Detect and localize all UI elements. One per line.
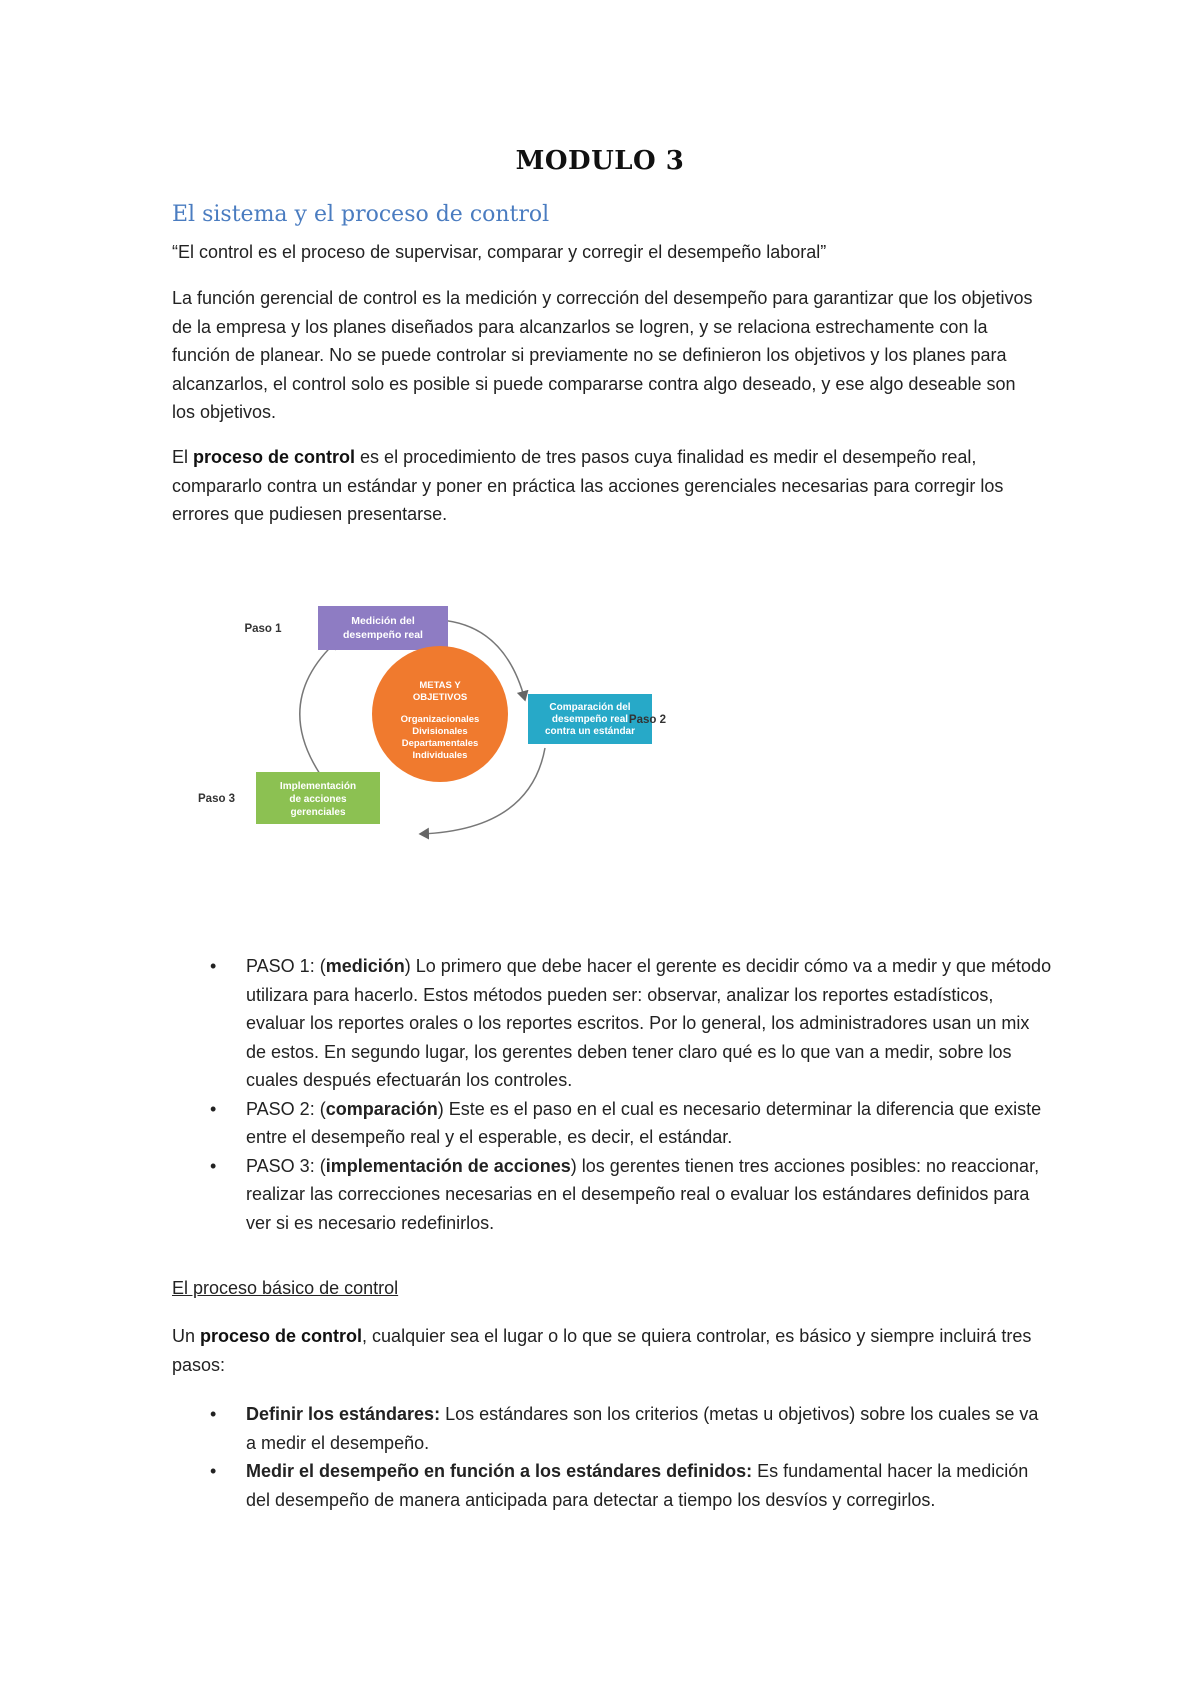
list-item: • PASO 3: (implementación de acciones) los gerentes tienen tres acciones posibles: no reaccionar, realizar las correcciones necesarias en el desempeño real o evaluar los estándares definidos para ver si es necesario redefinirlos.: [172, 1152, 1052, 1238]
bold-term: proceso de control: [193, 447, 356, 467]
center-text-5: Departamentales: [401, 738, 479, 749]
center-text-6: Individuales: [412, 750, 468, 761]
page-title: MODULO 3: [515, 146, 685, 176]
steps-list: [172, 952, 1052, 1237]
control-process-diagram: [190, 590, 670, 850]
bold-term: implementación de acciones: [325, 1155, 571, 1176]
bullet: •: [210, 1098, 217, 1119]
section-heading: El sistema y el proceso de control: [172, 202, 550, 227]
bullet: •: [210, 1155, 217, 1176]
center-text-3: Organizacionales: [400, 714, 480, 725]
bold-term: comparación: [325, 1098, 438, 1119]
step3-text-3: gerenciales: [290, 807, 346, 818]
step2-text-1: Comparación del: [549, 702, 631, 713]
bold-term: proceso de control: [200, 1326, 363, 1346]
process-paragraph: El proceso de control es el procedimiento de tres pasos cuya finalidad es medir el desempeño real, compararlo contra un estándar y poner en práctica las acciones gerenciales necesarias para corregir los errores que pudiesen presentarse.: [172, 447, 1004, 524]
center-text-4: Divisionales: [412, 726, 468, 737]
step2-text-2: desempeño real: [551, 714, 629, 725]
basic-intro-paragraph: Un proceso de control, cualquier sea el lugar o lo que se quiera controlar, es básico y siempre incluirá tres pasos:: [172, 1326, 1032, 1375]
step1-text-1: Medición del: [351, 615, 415, 627]
arrow-3-to-1: [300, 640, 338, 774]
bullet: •: [210, 1404, 217, 1424]
step1-text-2: desempeño real: [343, 629, 423, 641]
list-item: • PASO 2: (comparación) Este es el paso en el cual es necesario determinar la diferencia que existe entre el desempeño real y el esperable, es decir, el estándar.: [172, 1095, 1052, 1152]
bold-term: Medir el desempeño en función a los estándares definidos:: [246, 1461, 753, 1481]
bullet: •: [210, 1461, 217, 1481]
step2-text-3: contra un estándar: [544, 726, 636, 737]
list-item: • Definir los estándares: Los estándares son los criterios (metas u objetivos) sobre los cuales se va a medir el desempeño.: [172, 1400, 1052, 1457]
center-text-2: OBJETIVOS: [412, 692, 468, 703]
paso1-label: Paso 1: [244, 623, 282, 635]
intro-paragraph: La función gerencial de control es la medición y corrección del desempeño para garantizar que los objetivos de la empresa y los planes diseñados para alcanzarlos se logren, y se relaciona estrechamente con la función de planear. No se puede controlar si previamente no se definieron los objetivos y los planes para alcanzarlos, el control solo es posible si puede compararse contra algo deseado, y ese algo deseable son los objetivos.: [172, 288, 1033, 422]
list-item: • PASO 1: (medición) Lo primero que debe hacer el gerente es decidir cómo va a medir y que método utilizara para hacerlo. Estos métodos pueden ser: observar, analizar los reportes estadísticos, evaluar los reportes orales o los reportes escritos. Por lo general, los administradores usan un mix de estos. En segundo lugar, los gerentes deben tener claro qué es lo que van a medir, sobre los cuales después efectuarán los controles.: [172, 952, 1052, 1095]
quote-paragraph: “El control es el proceso de supervisar, comparar y corregir el desempeño laboral”: [172, 242, 827, 262]
basic-process-subheading: El proceso básico de control: [172, 1278, 399, 1298]
bold-term: Definir los estándares:: [246, 1404, 441, 1424]
step3-text-2: de acciones: [289, 794, 347, 805]
paso2-label: Paso 2: [628, 714, 666, 726]
basic-steps-list: [172, 1400, 1052, 1514]
bold-term: medición: [325, 956, 405, 976]
step3-text-1: Implementación: [279, 781, 357, 792]
step1-box: [318, 606, 448, 650]
center-text-1: METAS Y: [419, 680, 461, 691]
paso3-label: Paso 3: [198, 793, 236, 805]
bullet: •: [210, 956, 217, 976]
list-item: • Medir el desempeño en función a los estándares definidos: Es fundamental hacer la medición del desempeño de manera anticipada para detectar a tiempo los desvíos y corregirlos.: [172, 1457, 1052, 1514]
